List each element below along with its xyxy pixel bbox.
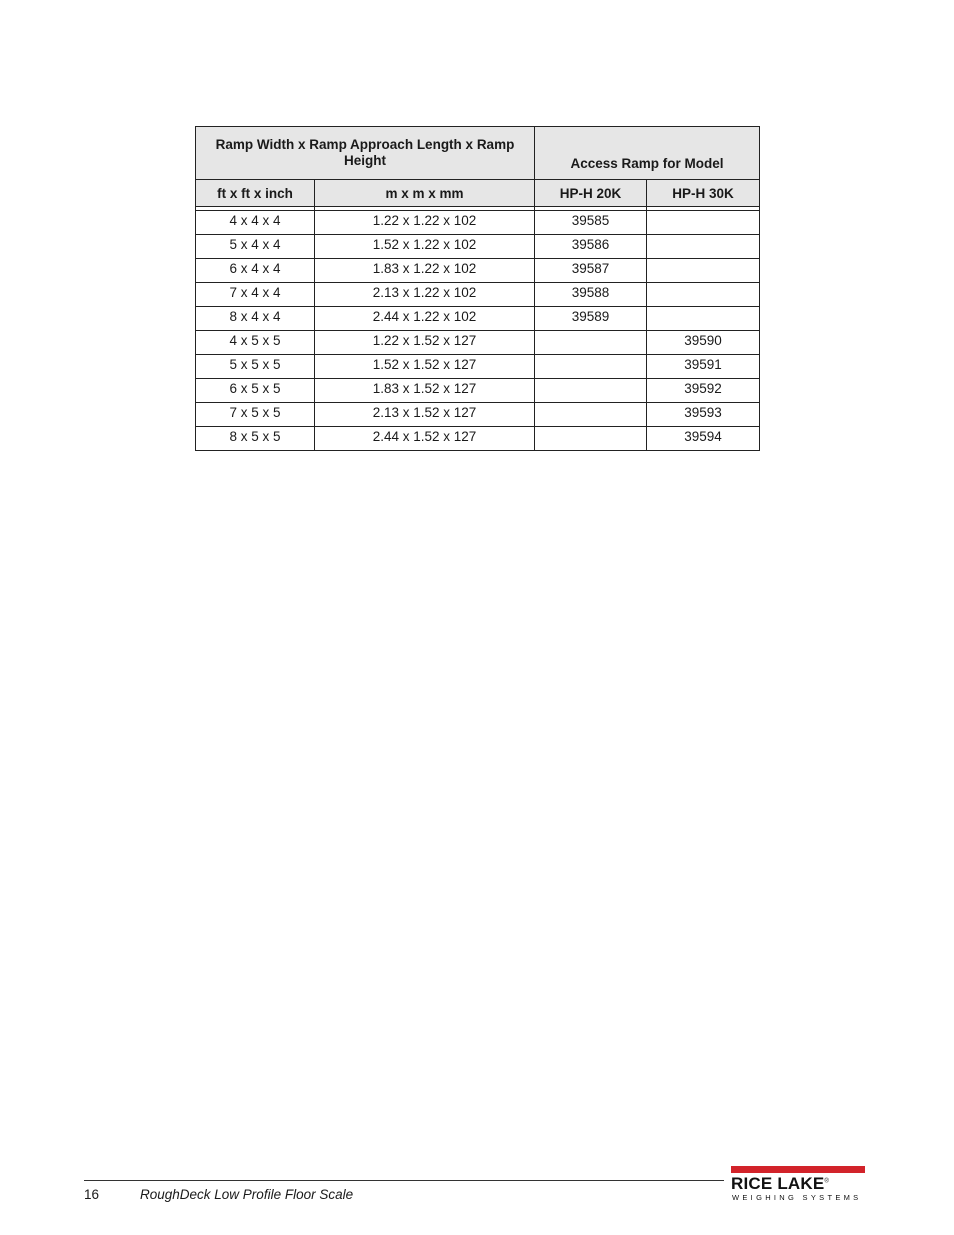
table-cell [535, 355, 647, 379]
table-row [196, 211, 760, 235]
table-cell: 39587 [535, 259, 647, 283]
document-title: RoughDeck Low Profile Floor Scale [140, 1187, 354, 1202]
table-row [196, 283, 760, 307]
table-cell: 1.22 x 1.52 x 127 [315, 331, 535, 355]
table-row [196, 235, 760, 259]
subheader-m: m x m x mm [315, 180, 535, 207]
table-row [196, 331, 760, 355]
table-cell: 39591 [647, 355, 760, 379]
table-cell: 2.44 x 1.52 x 127 [315, 427, 535, 451]
table-body [196, 211, 760, 451]
table-cell: 1.52 x 1.52 x 127 [315, 355, 535, 379]
footer-rule [84, 1180, 724, 1181]
subheader-ft: ft x ft x inch [196, 180, 315, 207]
table-cell: 39594 [647, 427, 760, 451]
table-cell: 1.83 x 1.52 x 127 [315, 379, 535, 403]
table-cell: 2.13 x 1.52 x 127 [315, 403, 535, 427]
table-cell: 6 x 4 x 4 [196, 259, 315, 283]
page-number: 16 [84, 1187, 100, 1202]
table-cell: 2.44 x 1.22 x 102 [315, 307, 535, 331]
table-cell: 8 x 5 x 5 [196, 427, 315, 451]
header-dimensions: Ramp Width x Ramp Approach Length x Ramp Height [196, 127, 535, 180]
table-cell: 5 x 5 x 5 [196, 355, 315, 379]
table-cell: 39593 [647, 403, 760, 427]
table-cell: 39592 [647, 379, 760, 403]
logo-wordmark: RICE LAKE [731, 1174, 825, 1193]
table-row [196, 307, 760, 331]
table-row [196, 259, 760, 283]
table-cell [647, 259, 760, 283]
logo-tagline: WEIGHING SYSTEMS [732, 1193, 862, 1202]
table-cell: 1.83 x 1.22 x 102 [315, 259, 535, 283]
table-cell [647, 211, 760, 235]
table-cell: 7 x 4 x 4 [196, 283, 315, 307]
table-row [196, 355, 760, 379]
table-cell [535, 379, 647, 403]
table-cell: 5 x 4 x 4 [196, 235, 315, 259]
table-row [196, 403, 760, 427]
table-cell: 39590 [647, 331, 760, 355]
subheader-hph30k: HP-H 30K [647, 180, 760, 207]
logo-red-bar [731, 1166, 865, 1173]
table-cell [535, 331, 647, 355]
table-cell [647, 235, 760, 259]
table-cell: 4 x 5 x 5 [196, 331, 315, 355]
registered-mark: ® [824, 1178, 830, 1185]
ramp-table [195, 126, 760, 451]
table-cell: 39589 [535, 307, 647, 331]
table-cell: 39588 [535, 283, 647, 307]
table-cell [647, 283, 760, 307]
subheader-hph20k: HP-H 20K [535, 180, 647, 207]
table-cell: 2.13 x 1.22 x 102 [315, 283, 535, 307]
table-cell [535, 427, 647, 451]
table-cell: 7 x 5 x 5 [196, 403, 315, 427]
table-cell [535, 403, 647, 427]
table-cell: 1.22 x 1.22 x 102 [315, 211, 535, 235]
table-cell: 39586 [535, 235, 647, 259]
table-row [196, 379, 760, 403]
table-cell [647, 307, 760, 331]
table-cell: 8 x 4 x 4 [196, 307, 315, 331]
table-row [196, 427, 760, 451]
table-cell: 4 x 4 x 4 [196, 211, 315, 235]
table-cell: 1.52 x 1.22 x 102 [315, 235, 535, 259]
header-access-ramp: Access Ramp for Model [535, 127, 760, 180]
table-cell: 39585 [535, 211, 647, 235]
rice-lake-logo [731, 1166, 867, 1202]
table-cell: 6 x 5 x 5 [196, 379, 315, 403]
